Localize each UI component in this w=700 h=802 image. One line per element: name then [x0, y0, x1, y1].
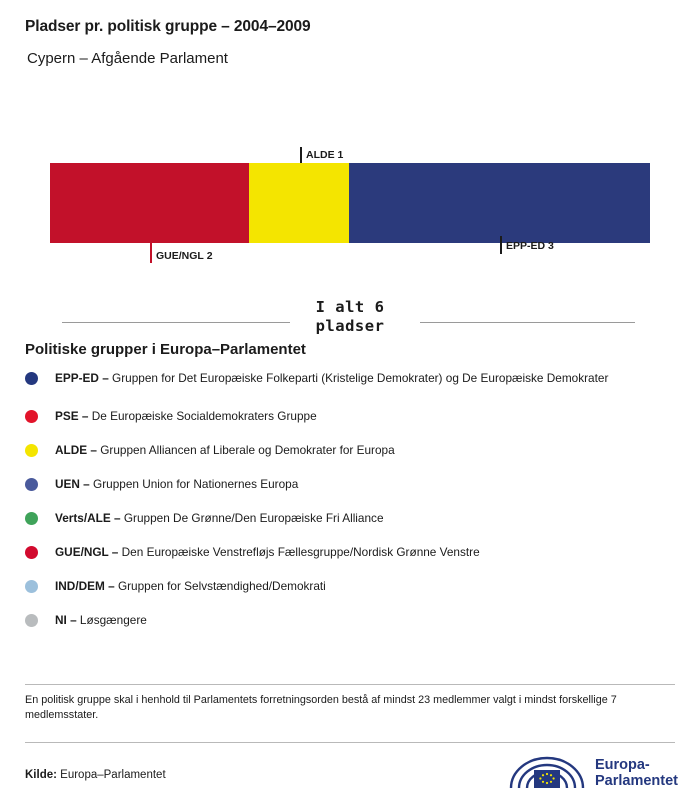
legend-color-dot-ind-dem [25, 580, 38, 593]
legend-color-dot-alde [25, 444, 38, 457]
legend-color-dot-ni [25, 614, 38, 627]
parliament-logo-line2: Parlamentet [594, 772, 678, 789]
bar-segment-epp-ed [349, 163, 650, 243]
bar-segment-alde [249, 163, 349, 243]
legend-desc-alde: Gruppen Alliancen af Liberale og Demokrater for Europa [100, 443, 395, 457]
legend-item-verts-ale [25, 510, 675, 544]
alde-callout-label: ALDE [306, 149, 335, 161]
legend-color-dot-epp-ed [25, 372, 38, 385]
legend-abbr-gue-ngl: GUE/NGL – [55, 545, 119, 559]
legend-abbr-uen: UEN – [55, 477, 90, 491]
page-subtitle: Cypern – Afgående Parlament [27, 50, 228, 67]
legend-abbr-epp-ed: EPP-ED – [55, 371, 109, 385]
legend-desc-gue-ngl: Den Europæiske Venstrefløjs Fællesgruppe/Nordisk Grønne Venstre [121, 545, 480, 559]
legend-desc-ni: Løsgængere [79, 613, 147, 627]
legend-abbr-verts-ale: Verts/ALE – [55, 511, 121, 525]
legend-item-epp-ed [25, 370, 675, 408]
legend-item-ind-dem [25, 578, 675, 612]
epp-ed-callout-value: 3 [548, 240, 554, 252]
source-value: Europa–Parlamentet [60, 769, 166, 781]
legend-desc-pse: De Europæiske Socialdemokraters Gruppe [91, 409, 317, 423]
legend-color-dot-uen [25, 478, 38, 491]
alde-tick [300, 147, 302, 163]
source-label: Kilde: [25, 769, 57, 781]
legend-desc-verts-ale: Gruppen De Grønne/Den Europæiske Fri Alliance [123, 511, 384, 525]
european-parliament-logo [507, 748, 678, 797]
gue-ngl-callout [156, 250, 213, 262]
gue-ngl-tick [150, 243, 152, 263]
alde-callout [306, 149, 343, 161]
parliament-logo-text [595, 757, 678, 789]
legend-color-dot-verts-ale [25, 512, 38, 525]
footer-divider-top [25, 684, 675, 685]
total-seats [0, 298, 700, 336]
footer-divider-bottom [25, 742, 675, 743]
legend-abbr-ni: NI – [55, 613, 77, 627]
bar-segment-gue-ngl [50, 163, 249, 243]
legend-item-uen [25, 476, 675, 510]
legend-abbr-alde: ALDE – [55, 443, 97, 457]
legend-abbr-ind-dem: IND/DEM – [55, 579, 115, 593]
legend-color-dot-gue-ngl [25, 546, 38, 559]
seat-bar-chart [50, 163, 650, 243]
legend [25, 370, 675, 646]
legend-desc-epp-ed: Gruppen for Det Europæiske Folkeparti (Kristelige Demokrater) og De Europæiske Demokrater [112, 371, 609, 385]
legend-desc-uen: Gruppen Union for Nationernes Europa [93, 477, 299, 491]
parliament-logo-line1: Europa- [594, 756, 650, 773]
epp-ed-callout-label: EPP-ED [506, 240, 546, 252]
source-line [25, 769, 166, 781]
epp-ed-callout [506, 240, 554, 252]
legend-desc-ind-dem: Gruppen for Selvstændighed/Demokrati [117, 579, 326, 593]
legend-color-dot-pse [25, 410, 38, 423]
gue-ngl-callout-value: 2 [206, 250, 213, 262]
legend-item-alde [25, 442, 675, 476]
total-seats-line2: pladser [315, 317, 385, 335]
legend-title: Politiske grupper i Europa–Parlamentet [25, 341, 306, 358]
alde-callout-value: 1 [337, 149, 344, 161]
legend-item-pse [25, 408, 675, 442]
legend-item-gue-ngl [25, 544, 675, 578]
parliament-hemicycle-icon [507, 748, 587, 797]
gue-ngl-callout-label: GUE/NGL [156, 250, 204, 262]
page-title: Pladser pr. politisk gruppe – 2004–2009 [25, 18, 311, 35]
legend-abbr-pse: PSE – [55, 409, 89, 423]
stacked-bar [50, 163, 650, 243]
total-seats-line1: I alt 6 [315, 298, 385, 316]
legend-item-ni [25, 612, 675, 646]
epp-ed-tick [500, 236, 502, 254]
footnote: En politisk gruppe skal i henhold til Parlamentets forretningsorden bestå af mindst 23 medlemmer valgt i mindst forskellige 7 medlemsstater. [25, 694, 617, 721]
